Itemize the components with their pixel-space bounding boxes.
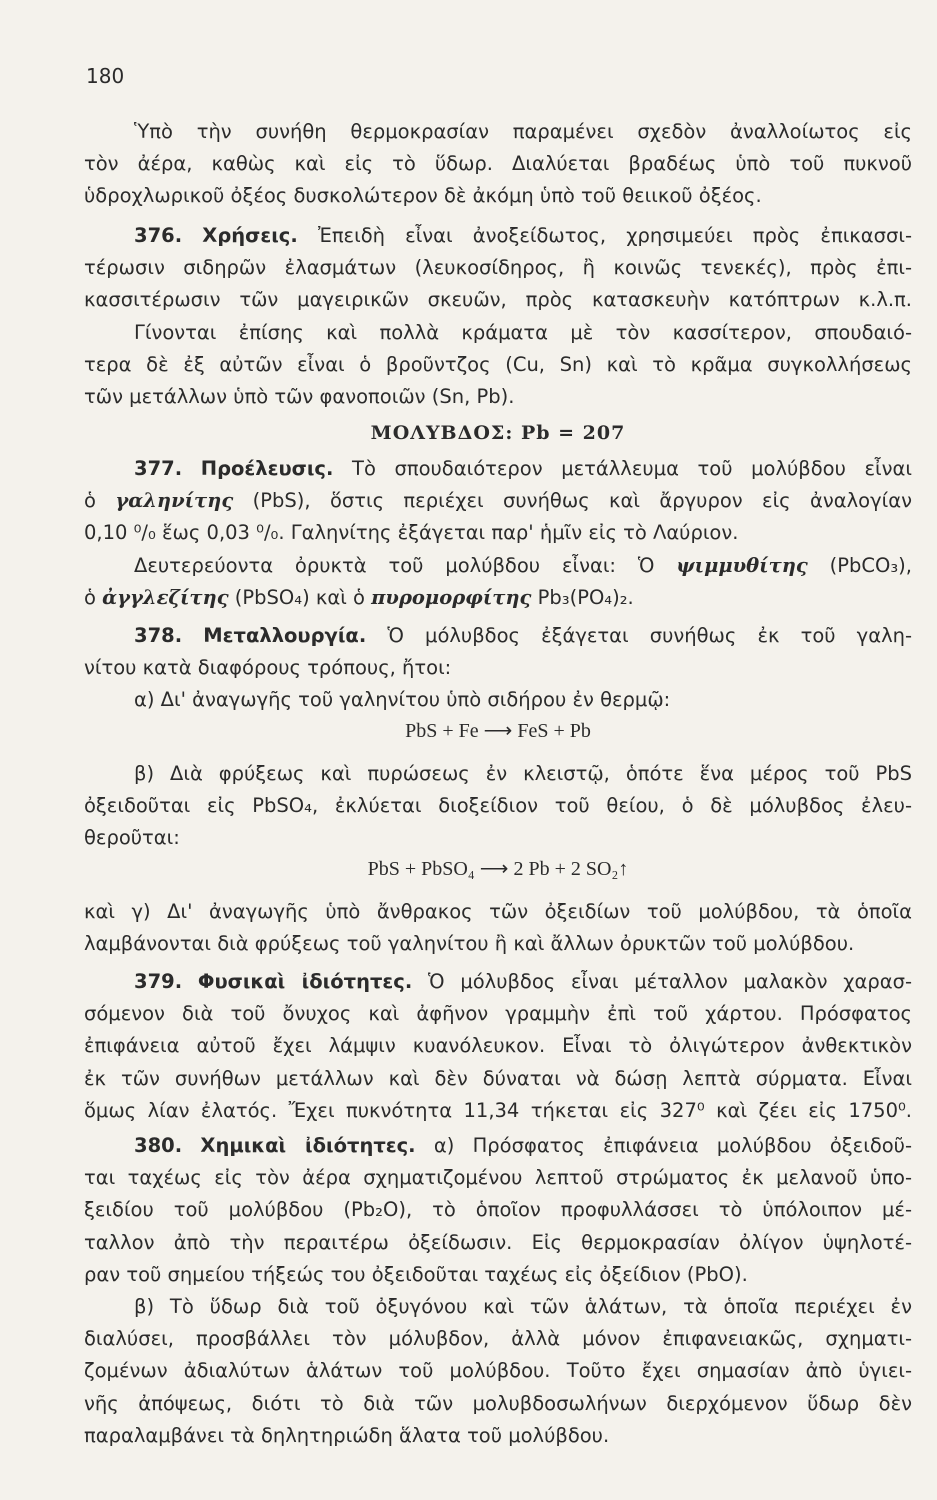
text-span: ὁ xyxy=(84,585,96,609)
section-377 xyxy=(84,453,912,614)
text-line: καὶ γ) Δι' ἀναγωγῆς ὑπὸ ἄνθρακος τῶν ὀξειδίων τοῦ μολύβδου, τὰ ὁποῖα xyxy=(84,900,912,923)
text-line: λαμβάνονται διὰ φρύξεως τοῦ γαληνίτου ἢ καὶ ἄλλων ὀρυκτῶν τοῦ μολύβδου. xyxy=(84,932,855,956)
text-line: ἐκ τῶν συνήθων μετάλλων καὶ δὲν δύναται νὰ δώσῃ λεπτὰ σύρματα. Εἶναι xyxy=(84,1066,912,1090)
text-span: Ὁ μόλυβδος ἐξάγεται συνήθως ἐκ τοῦ γαλη- xyxy=(387,624,912,647)
text-line: σόμενον διὰ τοῦ ὄνυχος καὶ ἀφῆνον γραμμὴν ἐπὶ τοῦ χάρτου. Πρόσφατος xyxy=(84,1002,912,1026)
text-line xyxy=(84,485,912,517)
text-line xyxy=(84,620,912,652)
text-line: α) Δι' ἀναγωγῆς τοῦ γαληνίτου ὑπὸ σιδήρου ἐν θερμῷ: xyxy=(134,688,671,712)
text-line: ὅμως λίαν ἐλατός. Ἔχει πυκνότητα 11,34 τήκεται εἰς 327⁰ καὶ ζέει εἰς 1750⁰. xyxy=(84,1098,912,1122)
text-line: ὀξειδοῦται εἰς PbSO₄, ἐκλύεται διοξείδιον τοῦ θείου, ὁ δὲ μόλυβδος ἐλευ- xyxy=(84,794,912,818)
text-line: τέρωσιν σιδηρῶν ἐλασμάτων (λευκοσίδηρος, ἢ κοινῶς τενεκές), πρὸς ἐπι- xyxy=(84,256,912,280)
text-line: τερα δὲ ἐξ αὐτῶν εἶναι ὁ βροῦντζος (Cu, Sn) καὶ τὸ κρᾶμα συγκολλήσεως xyxy=(84,352,912,376)
text-line: ξειδίου τοῦ μολύβδου (Pb₂O), τὸ ὁποῖον προφυλλάσσει τὸ ὑπόλοιπον μέ- xyxy=(84,1198,912,1222)
equation-2: PbS + PbSO₄ ⟶ 2 Pb + 2 SO₂↑ xyxy=(367,858,629,880)
section-376 xyxy=(84,220,912,413)
section-379 xyxy=(84,966,912,1127)
text-span: (PbSO₄) καὶ ὁ xyxy=(234,585,365,609)
section-number: 377. xyxy=(134,457,183,480)
text-line: τῶν μετάλλων ὑπὸ τῶν φανοποιῶν (Sn, Pb). xyxy=(84,384,515,408)
section-title: Προέλευσις. xyxy=(200,457,334,480)
text-span: Δευτερεύοντα ὀρυκτὰ τοῦ μολύβδου εἶναι: Ὁ xyxy=(134,553,655,577)
text-line: παραλαμβάνει τὰ δηλητηριώδη ἅλατα τοῦ μολύβδου. xyxy=(84,1423,610,1447)
text-span: (PbCO₃), xyxy=(829,553,912,577)
text-line: κασσιτέρωσιν τῶν μαγειρικῶν σκευῶν, πρὸς κατασκευὴν κατόπτρων κ.λ.π. xyxy=(84,288,912,312)
mineral-name: ἀγγλεζίτης xyxy=(102,585,229,609)
text-span: (PbS), ὅστις περιέχει συνήθως καὶ ἄργυρον εἰς ἀναλογίαν xyxy=(252,489,912,513)
section-378-b xyxy=(84,758,912,855)
element-heading: ΜΟΛΥΒΔΟΣ: Pb = 207 xyxy=(370,422,626,444)
section-title: Χημικαὶ ἰδιότητες. xyxy=(200,1134,416,1157)
section-number: 378. xyxy=(134,624,183,647)
text-line: β) Τὸ ὕδωρ διὰ τοῦ ὀξυγόνου καὶ τῶν ἁλάτων, τὰ ὁποῖα περιέχει ἐν xyxy=(134,1294,912,1318)
text-span: Pb₃(PO₄)₂. xyxy=(537,585,634,609)
intro-paragraph xyxy=(84,116,912,213)
text-line: 0,10 ⁰/₀ ἕως 0,03 ⁰/₀. Γαληνίτης ἐξάγεται παρ' ἡμῖν εἰς τὸ Λαύριον. xyxy=(84,521,739,545)
section-number: 376. xyxy=(134,224,183,247)
text-line: τὸν ἀέρα, καθὼς καὶ εἰς τὸ ὕδωρ. Διαλύεται βραδέως ὑπὸ τοῦ πυκνοῦ xyxy=(84,152,912,176)
text-span: α) Πρόσφατος ἐπιφάνεια μολύβδου ὀξειδοῦ- xyxy=(433,1134,913,1157)
text-line xyxy=(84,453,912,485)
text-line xyxy=(84,220,912,252)
text-span: ὁ xyxy=(84,489,96,513)
text-line: ἐπιφάνεια αὐτοῦ ἔχει λάμψιν κυανόλευκον. Εἶναι τὸ ὀλιγώτερον ἀνθεκτικὸν xyxy=(84,1034,912,1058)
text-line: νίτου κατὰ διαφόρους τρόπους, ἤτοι: xyxy=(84,656,452,680)
text-line xyxy=(84,550,912,582)
text-line xyxy=(84,1130,912,1162)
section-number: 379. xyxy=(134,970,183,993)
section-title: Φυσικαὶ ἰδιότητες. xyxy=(197,970,413,993)
section-title: Μεταλλουργία. xyxy=(203,624,367,647)
section-380 xyxy=(84,1130,912,1452)
text-line: ζομένων ἀδιαλύτων ἁλάτων τοῦ μολύβδου. Τοῦτο ἔχει σημασίαν ἀπὸ ὑγιει- xyxy=(84,1359,912,1383)
text-line: ραν τοῦ σημείου τήξεώς του ὀξειδοῦται ταχέως εἰς ὀξείδιον (PbO). xyxy=(84,1262,748,1286)
text-line: Ὑπὸ τὴν συνήθη θερμοκρασίαν παραμένει σχεδὸν ἀναλλοίωτος εἰς xyxy=(134,120,912,143)
text-line: διαλύσει, προσβάλλει τὸν μόλυβδον, ἀλλὰ μόνον ἐπιφανειακῶς, σχηματι- xyxy=(84,1327,912,1351)
text-line xyxy=(84,966,912,998)
text-line: θεροῦται: xyxy=(84,826,180,850)
text-span: Τὸ σπουδαιότερον μετάλλευμα τοῦ μολύβδου εἶναι xyxy=(352,457,912,480)
equation-1: PbS + Fe ⟶ FeS + Pb xyxy=(405,720,591,742)
page-number: 180 xyxy=(86,64,125,88)
section-title: Χρήσεις. xyxy=(202,224,298,247)
text-line: νῆς ἀπόψεως, διότι τὸ διὰ τῶν μολυβδοσωλήνων διερχόμενον ὕδωρ δὲν xyxy=(84,1391,912,1415)
mineral-name: πυρομορφίτης xyxy=(371,585,532,609)
section-number: 380. xyxy=(134,1134,183,1157)
section-378 xyxy=(84,620,912,717)
mineral-name: ψιμμυθίτης xyxy=(676,553,808,577)
text-line: ταλλον ἀπὸ τὴν περαιτέρω ὀξείδωσιν. Εἰς θερμοκρασίαν ὀλίγον ὑψηλοτέ- xyxy=(84,1230,912,1254)
text-line: β) Διὰ φρύξεως καὶ πυρώσεως ἐν κλειστῷ, ὁπότε ἕνα μέρος τοῦ PbS xyxy=(134,762,912,785)
text-line: Γίνονται ἐπίσης καὶ πολλὰ κράματα μὲ τὸν κασσίτερον, σπουδαιό- xyxy=(134,320,912,344)
text-span: Ὁ μόλυβδος εἶναι μέταλλον μαλακὸν χαρασ- xyxy=(428,970,912,993)
text-line: ὑδροχλωρικοῦ ὀξέος δυσκολώτερον δὲ ἀκόμη ὑπὸ τοῦ θειικοῦ ὀξέος. xyxy=(84,184,762,208)
text-line: ται ταχέως εἰς τὸν ἀέρα σχηματιζομένου λεπτοῦ στρώματος ἐκ μελανοῦ ὑπο- xyxy=(84,1166,912,1190)
section-378-c xyxy=(84,896,912,960)
mineral-name: γαληνίτης xyxy=(115,489,234,513)
text-line xyxy=(84,582,912,614)
text-span: Ἐπειδὴ εἶναι ἀνοξείδωτος, χρησιμεύει πρὸς ἐπικασσι- xyxy=(317,224,912,247)
